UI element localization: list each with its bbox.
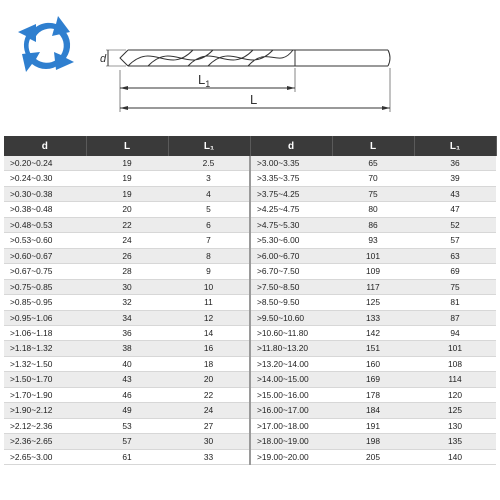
cell-d: >1.32~1.50 bbox=[4, 356, 86, 371]
cell-d: >0.85~0.95 bbox=[4, 295, 86, 310]
table-row bbox=[4, 310, 496, 325]
cell-l1: 39 bbox=[414, 171, 496, 186]
cell-l: 57 bbox=[86, 434, 168, 449]
cell-l: 86 bbox=[332, 217, 414, 232]
cell-l1: 7 bbox=[168, 233, 250, 248]
cell-d: >13.20~14.00 bbox=[250, 356, 332, 371]
cell-d: >2.36~2.65 bbox=[4, 434, 86, 449]
cell-d: >0.75~0.85 bbox=[4, 279, 86, 294]
cell-l: 178 bbox=[332, 387, 414, 402]
cell-d: >5.30~6.00 bbox=[250, 233, 332, 248]
recycle-arrows-icon bbox=[14, 12, 82, 80]
cell-d: >1.50~1.70 bbox=[4, 372, 86, 387]
cell-d: >15.00~16.00 bbox=[250, 387, 332, 402]
table-row bbox=[4, 233, 496, 248]
cell-l: 191 bbox=[332, 418, 414, 433]
header-l1-right: L₁ bbox=[414, 136, 496, 156]
cell-l1: 18 bbox=[168, 356, 250, 371]
cell-l: 169 bbox=[332, 372, 414, 387]
cell-l: 28 bbox=[86, 264, 168, 279]
table-row bbox=[4, 434, 496, 449]
cell-d: >0.95~1.06 bbox=[4, 310, 86, 325]
header-l-left: L bbox=[86, 136, 168, 156]
cell-l1: 57 bbox=[414, 233, 496, 248]
cell-d: >1.06~1.18 bbox=[4, 325, 86, 340]
cell-d: >2.65~3.00 bbox=[4, 449, 86, 464]
cell-l1: 140 bbox=[414, 449, 496, 464]
cell-d: >19.00~20.00 bbox=[250, 449, 332, 464]
cell-l1: 63 bbox=[414, 248, 496, 263]
cell-l: 20 bbox=[86, 202, 168, 217]
cell-l1: 10 bbox=[168, 279, 250, 294]
table-row bbox=[4, 449, 496, 464]
cell-l: 61 bbox=[86, 449, 168, 464]
table-row bbox=[4, 156, 496, 171]
cell-l1: 36 bbox=[414, 156, 496, 171]
cell-l: 198 bbox=[332, 434, 414, 449]
table-row bbox=[4, 186, 496, 201]
cell-l: 65 bbox=[332, 156, 414, 171]
cell-l: 24 bbox=[86, 233, 168, 248]
l-label: L bbox=[250, 92, 258, 107]
table-row bbox=[4, 171, 496, 186]
l1-label: $L_1$ bbox=[198, 72, 211, 89]
cell-l: 19 bbox=[86, 156, 168, 171]
cell-l1: 114 bbox=[414, 372, 496, 387]
cell-d: >1.18~1.32 bbox=[4, 341, 86, 356]
cell-l1: 81 bbox=[414, 295, 496, 310]
cell-l: 30 bbox=[86, 279, 168, 294]
cell-d: >18.00~19.00 bbox=[250, 434, 332, 449]
cell-l: 205 bbox=[332, 449, 414, 464]
cell-l1: 47 bbox=[414, 202, 496, 217]
header-d-left: d bbox=[4, 136, 86, 156]
table-row bbox=[4, 325, 496, 340]
cell-l1: 130 bbox=[414, 418, 496, 433]
cell-l1: 16 bbox=[168, 341, 250, 356]
cell-l: 133 bbox=[332, 310, 414, 325]
l-arrow-right bbox=[382, 106, 390, 110]
cell-l1: 94 bbox=[414, 325, 496, 340]
table-row bbox=[4, 356, 496, 371]
cell-l: 184 bbox=[332, 403, 414, 418]
cell-l1: 20 bbox=[168, 372, 250, 387]
cell-l: 19 bbox=[86, 186, 168, 201]
cell-d: >0.48~0.53 bbox=[4, 217, 86, 232]
cell-d: >2.12~2.36 bbox=[4, 418, 86, 433]
drill-shank-end bbox=[388, 50, 390, 66]
cell-l: 160 bbox=[332, 356, 414, 371]
cell-l: 70 bbox=[332, 171, 414, 186]
cell-l1: 108 bbox=[414, 356, 496, 371]
cell-l1: 43 bbox=[414, 186, 496, 201]
cell-d: >3.75~4.25 bbox=[250, 186, 332, 201]
table-row bbox=[4, 202, 496, 217]
cell-d: >1.90~2.12 bbox=[4, 403, 86, 418]
header-l1-left: L₁ bbox=[168, 136, 250, 156]
l1-arrow-right bbox=[287, 86, 295, 90]
header-l-right: L bbox=[332, 136, 414, 156]
cell-l: 34 bbox=[86, 310, 168, 325]
cell-l: 26 bbox=[86, 248, 168, 263]
cell-d: >8.50~9.50 bbox=[250, 295, 332, 310]
cell-d: >0.67~0.75 bbox=[4, 264, 86, 279]
cell-l1: 9 bbox=[168, 264, 250, 279]
cell-d: >1.70~1.90 bbox=[4, 387, 86, 402]
cell-d: >0.38~0.48 bbox=[4, 202, 86, 217]
cell-l1: 33 bbox=[168, 449, 250, 464]
cell-d: >0.20~0.24 bbox=[4, 156, 86, 171]
cell-l: 101 bbox=[332, 248, 414, 263]
cell-l: 75 bbox=[332, 186, 414, 201]
cell-l1: 27 bbox=[168, 418, 250, 433]
table-row bbox=[4, 279, 496, 294]
cell-d: >17.00~18.00 bbox=[250, 418, 332, 433]
cell-d: >6.00~6.70 bbox=[250, 248, 332, 263]
table-row bbox=[4, 217, 496, 232]
cell-d: >7.50~8.50 bbox=[250, 279, 332, 294]
cell-l: 49 bbox=[86, 403, 168, 418]
cell-l1: 6 bbox=[168, 217, 250, 232]
cell-d: >16.00~17.00 bbox=[250, 403, 332, 418]
table-row bbox=[4, 295, 496, 310]
drill-tip bbox=[120, 50, 128, 66]
header-d-right: d bbox=[250, 136, 332, 156]
cell-l1: 24 bbox=[168, 403, 250, 418]
table-row bbox=[4, 341, 496, 356]
cell-d: >14.00~15.00 bbox=[250, 372, 332, 387]
drill-bit-drawing bbox=[98, 20, 398, 120]
cell-l: 80 bbox=[332, 202, 414, 217]
l1-arrow-left bbox=[120, 86, 128, 90]
cell-l1: 14 bbox=[168, 325, 250, 340]
cell-d: >10.60~11.80 bbox=[250, 325, 332, 340]
cell-d: >4.25~4.75 bbox=[250, 202, 332, 217]
cell-l: 93 bbox=[332, 233, 414, 248]
cell-l1: 4 bbox=[168, 186, 250, 201]
cell-l: 38 bbox=[86, 341, 168, 356]
cell-l: 151 bbox=[332, 341, 414, 356]
cell-l1: 52 bbox=[414, 217, 496, 232]
cell-l1: 12 bbox=[168, 310, 250, 325]
cell-l: 19 bbox=[86, 171, 168, 186]
cell-l: 53 bbox=[86, 418, 168, 433]
cell-l: 36 bbox=[86, 325, 168, 340]
table-row bbox=[4, 418, 496, 433]
cell-l1: 2.5 bbox=[168, 156, 250, 171]
cell-d: >11.80~13.20 bbox=[250, 341, 332, 356]
cell-l: 117 bbox=[332, 279, 414, 294]
cell-l1: 135 bbox=[414, 434, 496, 449]
cell-d: >9.50~10.60 bbox=[250, 310, 332, 325]
cell-l: 46 bbox=[86, 387, 168, 402]
cell-l1: 8 bbox=[168, 248, 250, 263]
cell-l: 142 bbox=[332, 325, 414, 340]
cell-d: >3.35~3.75 bbox=[250, 171, 332, 186]
cell-l: 125 bbox=[332, 295, 414, 310]
cell-l1: 101 bbox=[414, 341, 496, 356]
cell-d: >3.00~3.35 bbox=[250, 156, 332, 171]
table-row bbox=[4, 264, 496, 279]
table-row bbox=[4, 403, 496, 418]
table-row bbox=[4, 387, 496, 402]
cell-d: >6.70~7.50 bbox=[250, 264, 332, 279]
cell-l1: 120 bbox=[414, 387, 496, 402]
cell-l1: 125 bbox=[414, 403, 496, 418]
cell-l: 22 bbox=[86, 217, 168, 232]
d-label: d bbox=[100, 53, 107, 65]
cell-l: 43 bbox=[86, 372, 168, 387]
table-row bbox=[4, 248, 496, 263]
cell-l: 109 bbox=[332, 264, 414, 279]
cell-l1: 30 bbox=[168, 434, 250, 449]
cell-l1: 11 bbox=[168, 295, 250, 310]
cell-d: >0.60~0.67 bbox=[4, 248, 86, 263]
cell-l1: 87 bbox=[414, 310, 496, 325]
cell-l: 40 bbox=[86, 356, 168, 371]
cell-d: >0.53~0.60 bbox=[4, 233, 86, 248]
l-arrow-left bbox=[120, 106, 128, 110]
cell-l1: 75 bbox=[414, 279, 496, 294]
cell-l1: 5 bbox=[168, 202, 250, 217]
cell-d: >0.24~0.30 bbox=[4, 171, 86, 186]
cell-d: >0.30~0.38 bbox=[4, 186, 86, 201]
cell-l: 32 bbox=[86, 295, 168, 310]
table-header-row bbox=[4, 136, 496, 156]
cell-d: >4.75~5.30 bbox=[250, 217, 332, 232]
cell-l1: 3 bbox=[168, 171, 250, 186]
table-row bbox=[4, 372, 496, 387]
cell-l1: 69 bbox=[414, 264, 496, 279]
drill-flutes bbox=[128, 50, 293, 66]
cell-l1: 22 bbox=[168, 387, 250, 402]
drill-size-table bbox=[4, 136, 497, 465]
